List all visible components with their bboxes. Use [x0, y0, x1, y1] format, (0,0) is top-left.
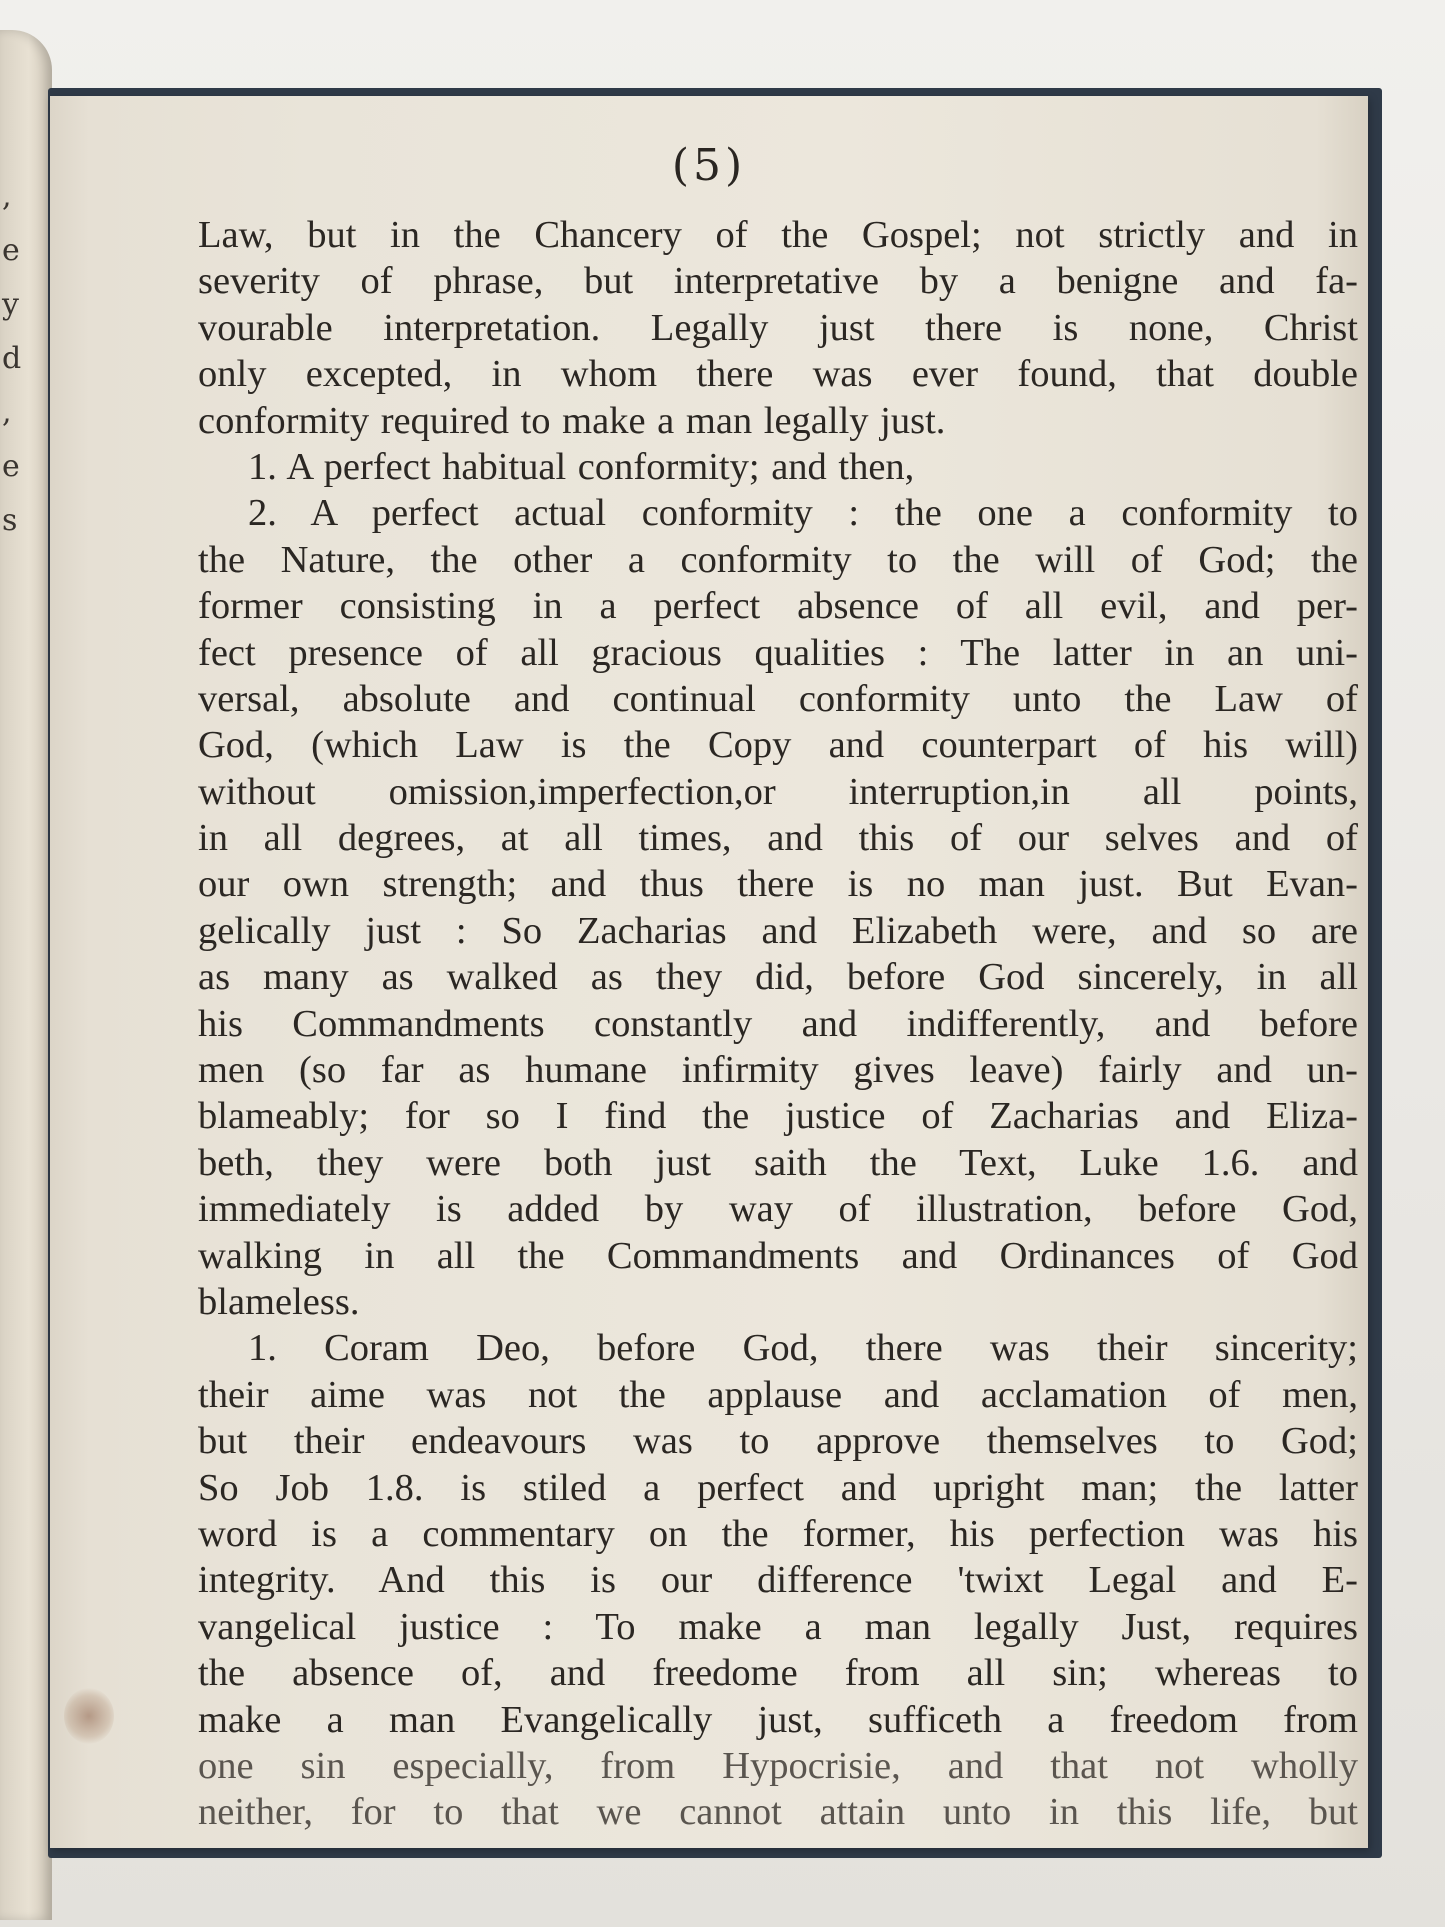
text-line: their aime was not the applause and acclamation of men,	[198, 1373, 1358, 1416]
facing-page-edge	[0, 30, 52, 1920]
text-line: word is a commentary on the former, his perfection was his	[198, 1512, 1358, 1555]
text-line: fect presence of all gracious qualities : The latter in an uni-	[198, 631, 1358, 674]
text-line: Law, but in the Chancery of the Gospel; not strictly and in	[198, 214, 1358, 256]
text-line: one sin especially, from Hypocrisie, and that not wholly	[198, 1744, 1358, 1787]
text-line: the absence of, and freedome from all sin; whereas to	[198, 1652, 1358, 1695]
facing-page-margin-marks	[2, 170, 22, 548]
text-line: neither, for to that we cannot attain unto in this life, but	[198, 1791, 1358, 1834]
margin-mark: s	[2, 503, 18, 538]
text-line: his Commandments constantly and indifferently, and before	[198, 1002, 1358, 1045]
text-line: former consisting in a perfect absence of all evil, and per-	[198, 585, 1358, 628]
text-line: walking in all the Commandments and Ordinances of God	[198, 1234, 1358, 1277]
text-line: men (so far as humane infirmity gives leave) fairly and un-	[198, 1049, 1358, 1092]
text-line: 2. A perfect actual conformity : the one a conformity to	[248, 492, 1358, 535]
margin-mark: e	[2, 449, 20, 484]
text-line: versal, absolute and continual conformity unto the Law of	[198, 677, 1358, 720]
text-line: So Job 1.8. is stiled a perfect and upright man; the latter	[198, 1466, 1358, 1509]
text-line: vourable interpretation. Legally just there is none, Christ	[198, 306, 1358, 349]
text-line: the Nature, the other a conformity to the will of God; the	[198, 538, 1358, 581]
text-line: beth, they were both just saith the Text, Luke 1.6. and	[198, 1141, 1358, 1184]
book-page	[50, 96, 1368, 1848]
text-line: gelically just : So Zacharias and Elizabeth were, and so are	[198, 909, 1358, 952]
text-line: without omission,imperfection,or interruption,in all points,	[198, 770, 1358, 813]
stain-mark	[64, 1688, 114, 1744]
text-line: integrity. And this is our difference 'twixt Legal and E-	[198, 1559, 1358, 1602]
text-line: vangelical justice : To make a man legally Just, requires	[198, 1605, 1358, 1648]
text-line: our own strength; and thus there is no man just. But Evan-	[198, 863, 1358, 906]
margin-mark: e	[2, 233, 20, 268]
text-line: make a man Evangelically just, sufficeth a freedom from	[198, 1698, 1358, 1741]
text-line: immediately is added by way of illustration, before God,	[198, 1188, 1358, 1231]
margin-mark: ,	[2, 179, 12, 214]
page-number: (5)	[671, 140, 747, 191]
text-line: 1. A perfect habitual conformity; and then,	[248, 445, 915, 488]
text-line: in all degrees, at all times, and this of our selves and of	[198, 817, 1358, 860]
text-line: 1. Coram Deo, before God, there was their sincerity;	[248, 1327, 1358, 1370]
margin-mark: d	[2, 341, 22, 376]
margin-mark: ,	[2, 395, 12, 430]
page-text-body	[198, 212, 1358, 1836]
text-line: blameably; for so I find the justice of Zacharias and Eliza-	[198, 1095, 1358, 1138]
text-line: only excepted, in whom there was ever found, that double	[198, 353, 1358, 396]
text-line: blameless.	[198, 1280, 360, 1323]
text-line: but their endeavours was to approve themselves to God;	[198, 1420, 1358, 1463]
margin-mark: y	[2, 287, 19, 322]
text-line: God, (which Law is the Copy and counterpart of his will)	[198, 724, 1358, 767]
text-line: severity of phrase, but interpretative by a benigne and fa-	[198, 260, 1358, 303]
text-line: as many as walked as they did, before God sincerely, in all	[198, 956, 1358, 999]
text-line: conformity required to make a man legally just.	[198, 399, 946, 442]
